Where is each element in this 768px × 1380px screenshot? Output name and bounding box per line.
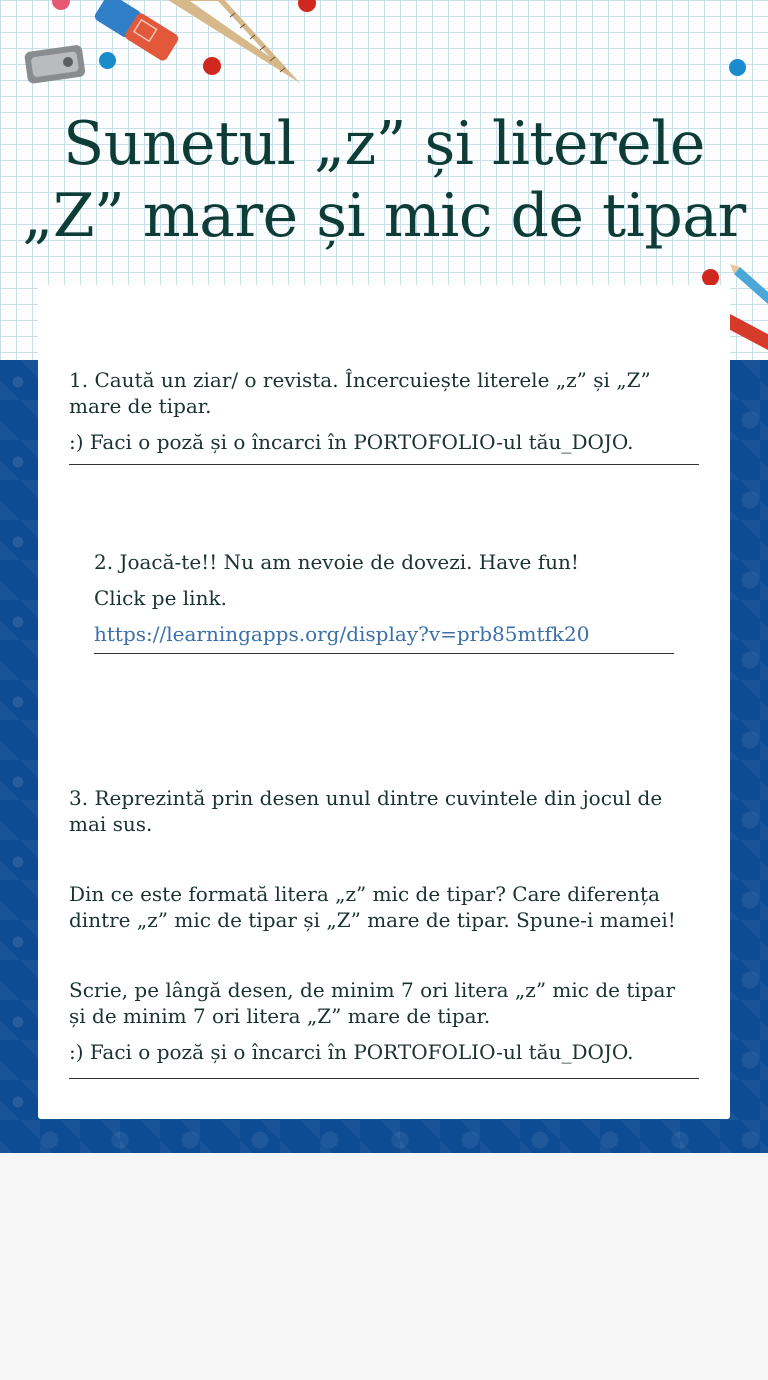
task-3-upload-note: :) Faci o poză și o încarci în PORTOFOLIO-ul tău_DOJO. [69,1040,634,1064]
worksheet-card [38,285,730,1119]
task-3-question: Din ce este formată litera „z” mic de tipar? Care diferența dintre „z” mic de tipar și „Z” mare de tipar. Spune-i mamei! [69,882,676,932]
task-1-upload-note: :) Faci o poză și o încarci în PORTOFOLIO-ul tău_DOJO. [69,430,634,454]
task-3 [69,785,694,1065]
red-dot [702,269,719,286]
sharpener-icon [22,40,92,90]
learningapps-link[interactable]: https://learningapps.org/display?v=prb85mtfk20 [94,622,590,646]
blue-dot [99,52,116,69]
task-2 [94,544,684,652]
task-2-line-2: Click pe link. [94,586,227,610]
task-3-text: 3. Reprezintă prin desen unul dintre cuvintele din jocul de mai sus. [69,786,663,836]
task-1-text: 1. Caută un ziar/ o revista. Încercuiește literele „z” și „Z” mare de tipar. [69,368,651,418]
task-3-write-instruction: Scrie, pe lângă desen, de minim 7 ori litera „z” mic de tipar și de minim 7 ori litera „Z” mare de tipar. [69,978,676,1028]
divider [69,1078,699,1079]
task-2-line-1: 2. Joacă-te!! Nu am nevoie de dovezi. Have fun! [94,550,579,574]
divider [94,653,674,654]
task-1 [69,367,689,455]
blue-dot [729,59,746,76]
divider [69,464,699,465]
page-title: Sunetul „z” și literele „Z” mare și mic de tipar [22,109,746,251]
red-dot [203,57,221,75]
ruler-icon [150,0,310,90]
